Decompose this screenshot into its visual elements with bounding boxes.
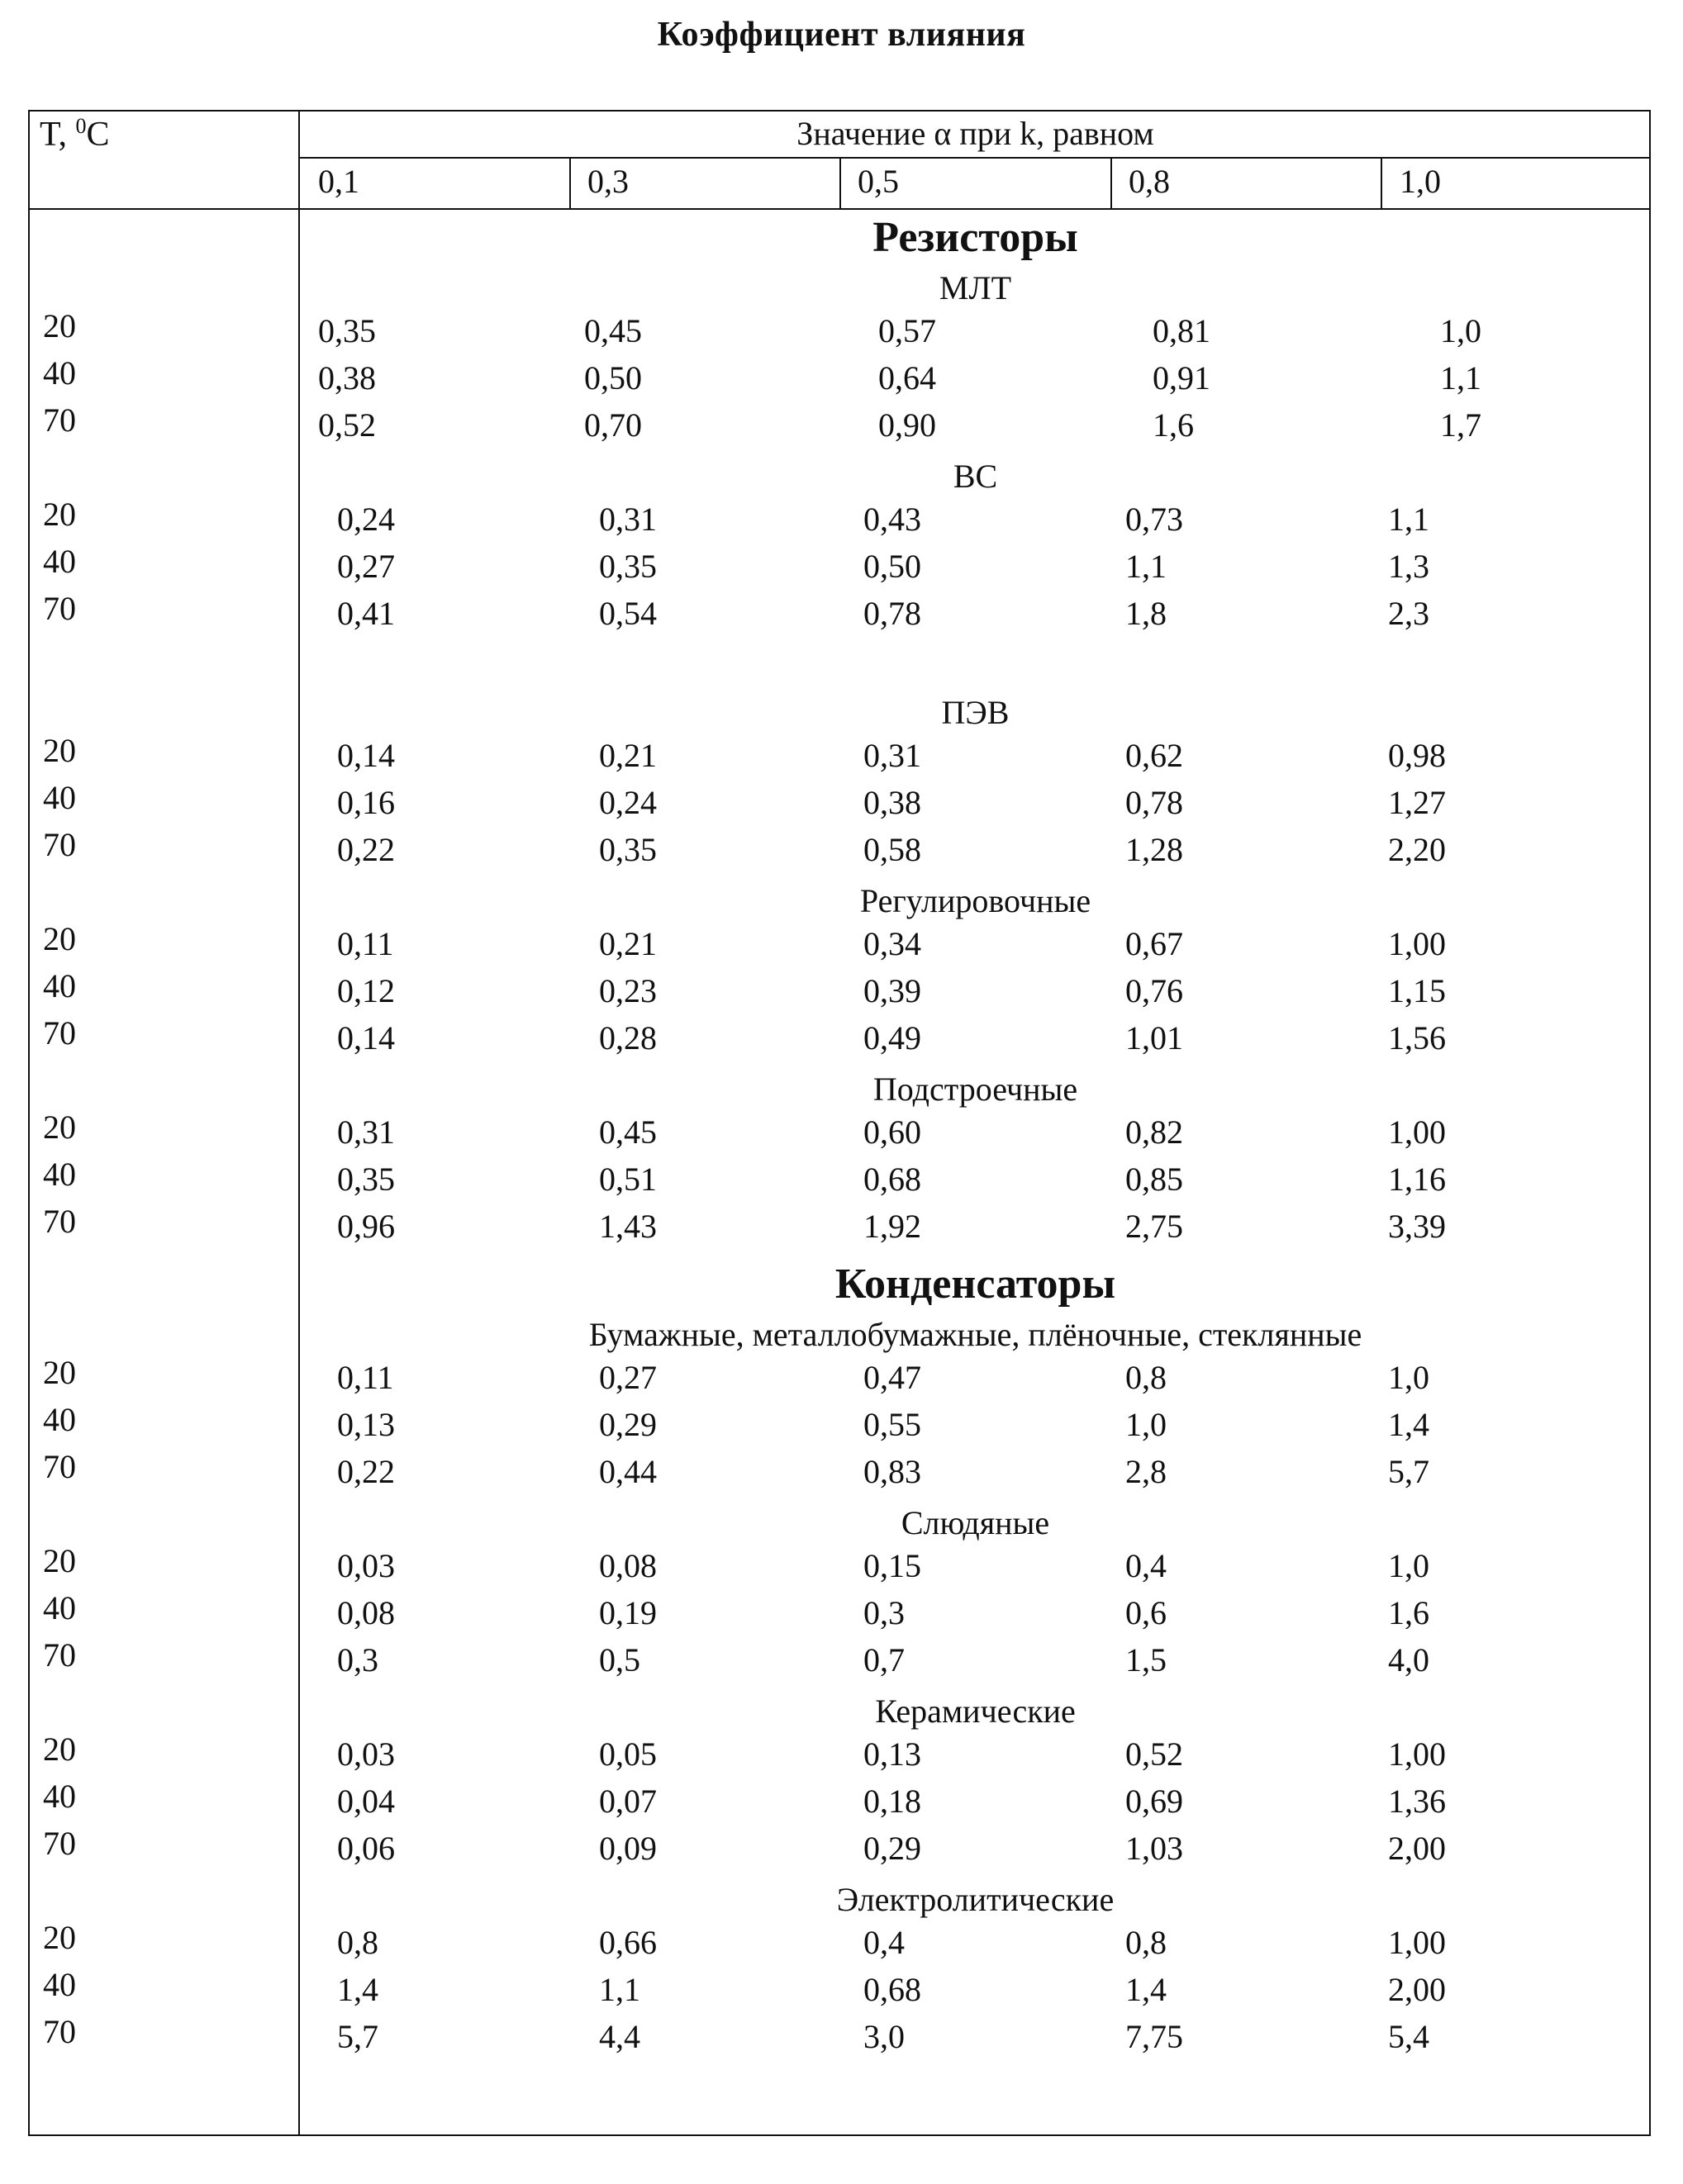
alpha-value-header: Значение α при k, равном bbox=[796, 115, 1154, 152]
value-cell: 0,19 bbox=[599, 1594, 657, 1631]
value-cell: 0,35 bbox=[318, 312, 376, 349]
value-cell: 0,35 bbox=[599, 831, 657, 868]
value-cell: 0,24 bbox=[599, 784, 657, 821]
value-cell: 0,8 bbox=[1125, 1924, 1167, 1961]
value-cell: 0,62 bbox=[1125, 737, 1183, 774]
value-cell: 0,50 bbox=[584, 359, 642, 396]
value-cell: 1,4 bbox=[1388, 1406, 1429, 1443]
k-header-1: 0,3 bbox=[587, 163, 629, 200]
value-cell: 0,04 bbox=[337, 1783, 395, 1820]
value-cell: 0,27 bbox=[599, 1359, 657, 1396]
value-cell: 0,13 bbox=[863, 1735, 921, 1773]
value-cell: 0,24 bbox=[337, 501, 395, 538]
value-cell: 0,06 bbox=[337, 1830, 395, 1867]
temperature-header bbox=[40, 114, 110, 154]
section-title: Резисторы bbox=[872, 214, 1078, 261]
value-cell: 2,00 bbox=[1388, 1971, 1446, 2008]
value-cell: 0,34 bbox=[863, 925, 921, 962]
value-cell: 0,31 bbox=[599, 501, 657, 538]
group-title: Бумажные, металлобумажные, плёночные, стеклянные bbox=[588, 1316, 1362, 1353]
value-cell: 2,20 bbox=[1388, 831, 1446, 868]
value-cell: 0,3 bbox=[337, 1641, 378, 1678]
value-cell: 0,82 bbox=[1125, 1113, 1183, 1151]
value-cell: 0,09 bbox=[599, 1830, 657, 1867]
value-cell: 0,14 bbox=[337, 1019, 395, 1056]
temperature-cell: 20 bbox=[43, 920, 76, 957]
value-cell: 1,00 bbox=[1388, 1735, 1446, 1773]
temperature-cell: 70 bbox=[43, 1203, 76, 1240]
value-cell: 0,68 bbox=[863, 1161, 921, 1198]
temperature-cell: 70 bbox=[43, 1448, 76, 1485]
value-cell: 2,8 bbox=[1125, 1453, 1167, 1490]
value-cell: 5,7 bbox=[1388, 1453, 1429, 1490]
temperature-cell: 20 bbox=[43, 1542, 76, 1579]
value-cell: 0,54 bbox=[599, 595, 657, 632]
value-cell: 2,75 bbox=[1125, 1208, 1183, 1245]
group-title: ВС bbox=[953, 458, 998, 495]
value-cell: 0,05 bbox=[599, 1735, 657, 1773]
value-cell: 0,55 bbox=[863, 1406, 921, 1443]
value-cell: 0,43 bbox=[863, 501, 921, 538]
page-title: Коэффициент влияния bbox=[657, 16, 1026, 54]
value-cell: 0,96 bbox=[337, 1208, 395, 1245]
value-cell: 0,51 bbox=[599, 1161, 657, 1198]
value-cell: 0,16 bbox=[337, 784, 395, 821]
value-cell: 0,38 bbox=[318, 359, 376, 396]
value-cell: 0,78 bbox=[863, 595, 921, 632]
temperature-cell: 40 bbox=[43, 1401, 76, 1438]
value-cell: 0,23 bbox=[599, 972, 657, 1009]
temperature-unit: C bbox=[86, 116, 110, 154]
value-cell: 1,3 bbox=[1388, 548, 1429, 585]
value-cell: 0,6 bbox=[1125, 1594, 1167, 1631]
value-cell: 1,27 bbox=[1388, 784, 1446, 821]
temperature-cell: 40 bbox=[43, 779, 76, 816]
value-cell: 5,4 bbox=[1388, 2018, 1429, 2055]
value-cell: 1,1 bbox=[1440, 359, 1481, 396]
value-cell: 1,8 bbox=[1125, 595, 1167, 632]
temperature-cell: 40 bbox=[43, 1966, 76, 2003]
value-cell: 0,66 bbox=[599, 1924, 657, 1961]
value-cell: 0,35 bbox=[337, 1161, 395, 1198]
group-title: Подстроечные bbox=[872, 1071, 1078, 1108]
temperature-cell: 20 bbox=[43, 732, 76, 769]
temperature-degree: 0 bbox=[75, 114, 87, 138]
value-cell: 1,00 bbox=[1388, 925, 1446, 962]
value-cell: 0,35 bbox=[599, 548, 657, 585]
value-cell: 0,38 bbox=[863, 784, 921, 821]
temperature-cell: 70 bbox=[43, 1825, 76, 1862]
value-cell: 0,39 bbox=[863, 972, 921, 1009]
value-cell: 0,11 bbox=[337, 1359, 394, 1396]
value-cell: 1,0 bbox=[1388, 1359, 1429, 1396]
value-cell: 4,0 bbox=[1388, 1641, 1429, 1678]
temperature-cell: 40 bbox=[43, 1156, 76, 1193]
value-cell: 1,0 bbox=[1440, 312, 1481, 349]
value-cell: 1,00 bbox=[1388, 1924, 1446, 1961]
temperature-cell: 40 bbox=[43, 543, 76, 580]
temperature-cell: 70 bbox=[43, 826, 76, 863]
temperature-cell: 40 bbox=[43, 967, 76, 1004]
value-cell: 0,58 bbox=[863, 831, 921, 868]
value-cell: 3,39 bbox=[1388, 1208, 1446, 1245]
value-cell: 1,4 bbox=[337, 1971, 378, 2008]
value-cell: 1,6 bbox=[1153, 406, 1194, 444]
k-header-2: 0,5 bbox=[858, 163, 899, 200]
value-cell: 0,5 bbox=[599, 1641, 640, 1678]
value-cell: 0,73 bbox=[1125, 501, 1183, 538]
value-cell: 0,60 bbox=[863, 1113, 921, 1151]
temperature-cell: 40 bbox=[43, 1589, 76, 1626]
value-cell: 1,15 bbox=[1388, 972, 1446, 1009]
value-cell: 0,31 bbox=[337, 1113, 395, 1151]
value-cell: 0,28 bbox=[599, 1019, 657, 1056]
value-cell: 0,69 bbox=[1125, 1783, 1183, 1820]
value-cell: 0,7 bbox=[863, 1641, 905, 1678]
value-cell: 0,08 bbox=[337, 1594, 395, 1631]
temperature-cell: 70 bbox=[43, 590, 76, 627]
value-cell: 1,1 bbox=[1388, 501, 1429, 538]
value-cell: 0,22 bbox=[337, 1453, 395, 1490]
value-cell: 0,91 bbox=[1153, 359, 1210, 396]
k-divider-2 bbox=[839, 157, 841, 209]
k-divider-1 bbox=[569, 157, 571, 209]
value-cell: 0,29 bbox=[599, 1406, 657, 1443]
temperature-label: T, bbox=[40, 116, 76, 154]
value-cell: 0,41 bbox=[337, 595, 395, 632]
value-cell: 0,78 bbox=[1125, 784, 1183, 821]
k-divider-3 bbox=[1110, 157, 1112, 209]
value-cell: 7,75 bbox=[1125, 2018, 1183, 2055]
value-cell: 1,43 bbox=[599, 1208, 657, 1245]
value-cell: 4,4 bbox=[599, 2018, 640, 2055]
value-cell: 0,83 bbox=[863, 1453, 921, 1490]
value-cell: 2,3 bbox=[1388, 595, 1429, 632]
value-cell: 0,98 bbox=[1388, 737, 1446, 774]
value-cell: 0,27 bbox=[337, 548, 395, 585]
value-cell: 0,85 bbox=[1125, 1161, 1183, 1198]
value-cell: 0,07 bbox=[599, 1783, 657, 1820]
value-cell: 0,14 bbox=[337, 737, 395, 774]
value-cell: 1,36 bbox=[1388, 1783, 1446, 1820]
value-cell: 0,45 bbox=[584, 312, 642, 349]
value-cell: 0,3 bbox=[863, 1594, 905, 1631]
value-cell: 5,7 bbox=[337, 2018, 378, 2055]
t-column-divider bbox=[298, 110, 300, 2136]
value-cell: 0,90 bbox=[878, 406, 936, 444]
value-cell: 1,4 bbox=[1125, 1971, 1167, 2008]
value-cell: 1,0 bbox=[1388, 1547, 1429, 1584]
value-cell: 1,28 bbox=[1125, 831, 1183, 868]
value-cell: 0,31 bbox=[863, 737, 921, 774]
temperature-cell: 20 bbox=[43, 1731, 76, 1768]
group-title: Керамические bbox=[875, 1693, 1076, 1730]
temperature-cell: 20 bbox=[43, 1109, 76, 1146]
value-cell: 0,03 bbox=[337, 1547, 395, 1584]
value-cell: 1,56 bbox=[1388, 1019, 1446, 1056]
value-cell: 0,67 bbox=[1125, 925, 1183, 962]
temperature-cell: 70 bbox=[43, 2013, 76, 2050]
value-cell: 0,68 bbox=[863, 1971, 921, 2008]
value-cell: 0,11 bbox=[337, 925, 394, 962]
temperature-cell: 70 bbox=[43, 1636, 76, 1674]
header-subdivider bbox=[298, 157, 1651, 159]
value-cell: 0,4 bbox=[863, 1924, 905, 1961]
value-cell: 0,21 bbox=[599, 925, 657, 962]
value-cell: 0,52 bbox=[1125, 1735, 1183, 1773]
value-cell: 0,70 bbox=[584, 406, 642, 444]
value-cell: 0,45 bbox=[599, 1113, 657, 1151]
value-cell: 1,6 bbox=[1388, 1594, 1429, 1631]
value-cell: 1,00 bbox=[1388, 1113, 1446, 1151]
value-cell: 0,08 bbox=[599, 1547, 657, 1584]
value-cell: 0,49 bbox=[863, 1019, 921, 1056]
section-title: Конденсаторы bbox=[834, 1261, 1116, 1308]
value-cell: 0,57 bbox=[878, 312, 936, 349]
temperature-cell: 20 bbox=[43, 307, 76, 344]
k-header-0: 0,1 bbox=[318, 163, 359, 200]
value-cell: 0,4 bbox=[1125, 1547, 1167, 1584]
temperature-cell: 40 bbox=[43, 354, 76, 392]
temperature-cell: 70 bbox=[43, 1014, 76, 1052]
value-cell: 1,5 bbox=[1125, 1641, 1167, 1678]
k-divider-4 bbox=[1381, 157, 1382, 209]
value-cell: 0,29 bbox=[863, 1830, 921, 1867]
group-title: Слюдяные bbox=[901, 1504, 1050, 1541]
value-cell: 1,03 bbox=[1125, 1830, 1183, 1867]
temperature-cell: 20 bbox=[43, 496, 76, 533]
temperature-cell: 70 bbox=[43, 401, 76, 439]
value-cell: 0,52 bbox=[318, 406, 376, 444]
value-cell: 1,1 bbox=[599, 1971, 640, 2008]
k-header-3: 0,8 bbox=[1129, 163, 1170, 200]
value-cell: 1,0 bbox=[1125, 1406, 1167, 1443]
value-cell: 0,22 bbox=[337, 831, 395, 868]
value-cell: 0,8 bbox=[337, 1924, 378, 1961]
value-cell: 1,16 bbox=[1388, 1161, 1446, 1198]
value-cell: 1,01 bbox=[1125, 1019, 1183, 1056]
value-cell: 0,50 bbox=[863, 548, 921, 585]
group-title: МЛТ bbox=[939, 269, 1012, 306]
temperature-cell: 40 bbox=[43, 1778, 76, 1815]
value-cell: 0,47 bbox=[863, 1359, 921, 1396]
value-cell: 0,44 bbox=[599, 1453, 657, 1490]
temperature-cell: 20 bbox=[43, 1354, 76, 1391]
group-title: Электролитические bbox=[836, 1881, 1115, 1918]
group-title: Регулировочные bbox=[859, 882, 1091, 919]
value-cell: 0,18 bbox=[863, 1783, 921, 1820]
value-cell: 0,81 bbox=[1153, 312, 1210, 349]
temperature-cell: 20 bbox=[43, 1919, 76, 1956]
group-title: ПЭВ bbox=[941, 694, 1010, 731]
value-cell: 0,76 bbox=[1125, 972, 1183, 1009]
value-cell: 1,7 bbox=[1440, 406, 1481, 444]
value-cell: 0,64 bbox=[878, 359, 936, 396]
value-cell: 0,03 bbox=[337, 1735, 395, 1773]
value-cell: 1,92 bbox=[863, 1208, 921, 1245]
value-cell: 0,13 bbox=[337, 1406, 395, 1443]
value-cell: 0,12 bbox=[337, 972, 395, 1009]
k-header-4: 1,0 bbox=[1400, 163, 1441, 200]
value-cell: 3,0 bbox=[863, 2018, 905, 2055]
value-cell: 2,00 bbox=[1388, 1830, 1446, 1867]
value-cell: 1,1 bbox=[1125, 548, 1167, 585]
value-cell: 0,15 bbox=[863, 1547, 921, 1584]
value-cell: 0,8 bbox=[1125, 1359, 1167, 1396]
value-cell: 0,21 bbox=[599, 737, 657, 774]
